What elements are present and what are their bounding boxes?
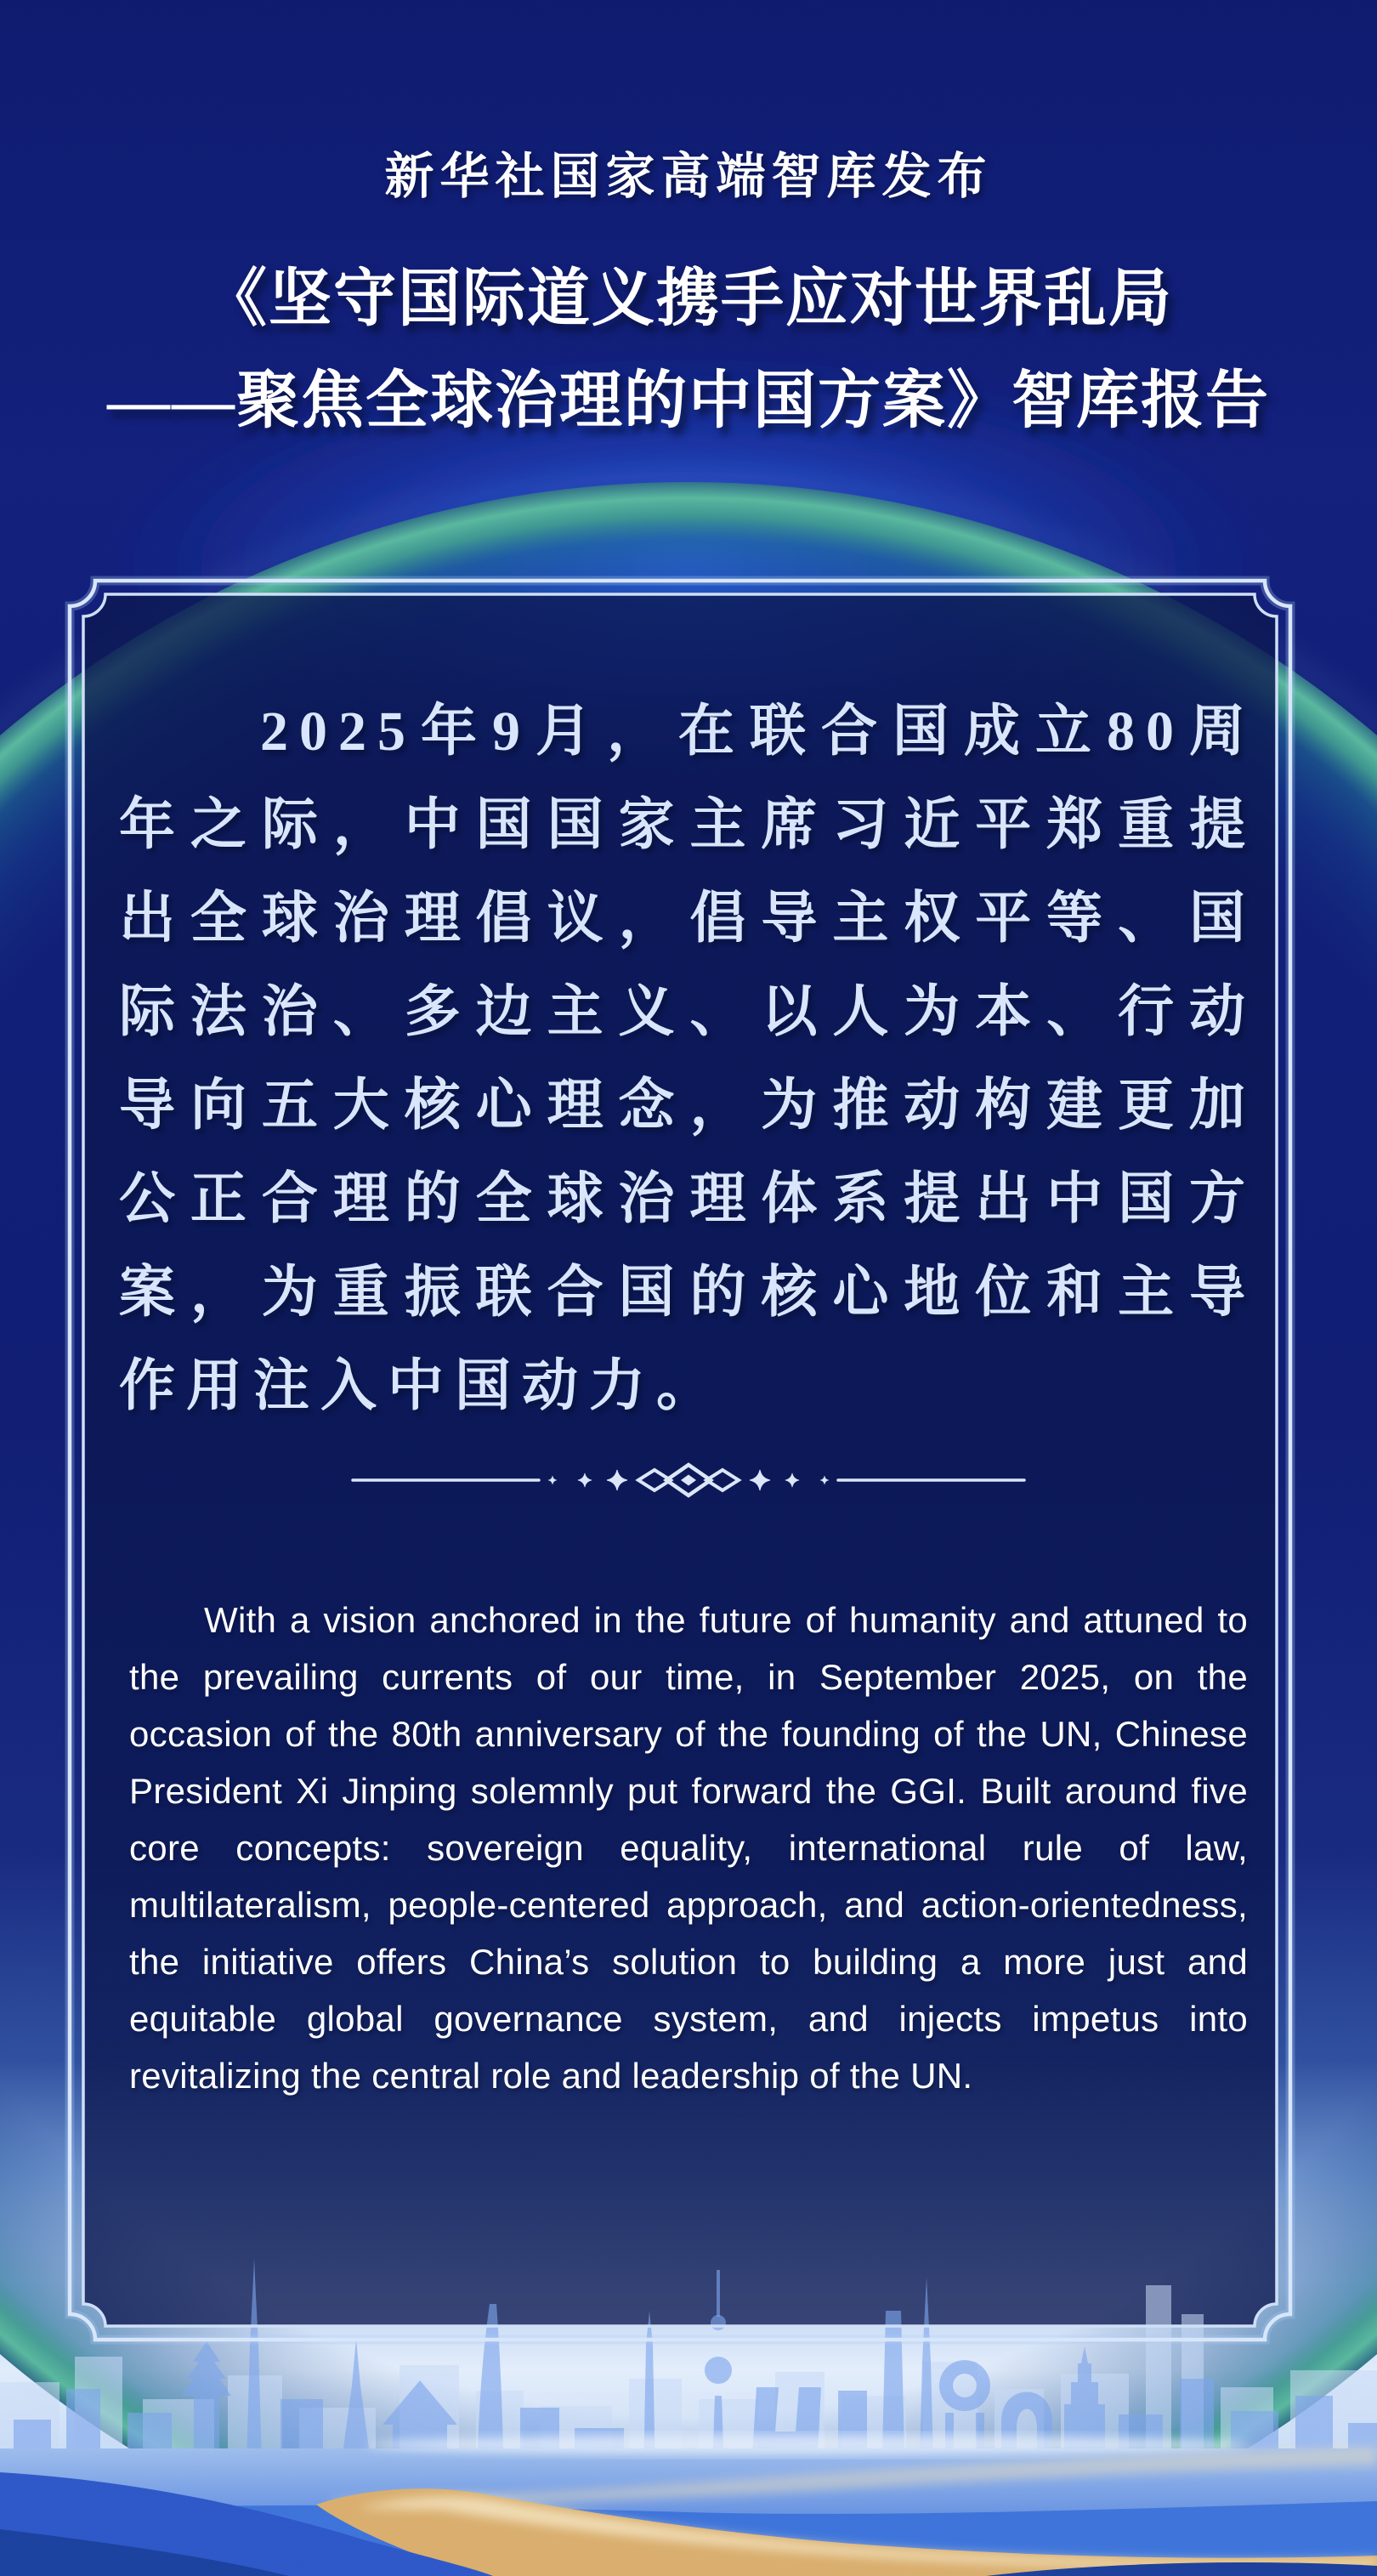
diamond-filled-center — [681, 1475, 696, 1486]
sparkle-icon — [578, 1473, 592, 1487]
report-title-line1: 《坚守国际道义携手应对世界乱局 — [204, 264, 1173, 334]
sparkle-icon — [820, 1476, 829, 1484]
sparkle-icon — [548, 1476, 557, 1484]
sparkle-icon — [785, 1473, 799, 1487]
sparkle-icon — [750, 1470, 770, 1490]
paragraph-english: With a vision anchored in the future of humanity and attuned to the prevailing currents of our time, in September 2025, on the occasion of the 80th anniversary of the founding of the UN, Chinese President Xi Jinping solemnly put forward the GGI. Built around five core concepts: sovereign equality, international rule of law, multilateralism, people-centered approach, and action-orientedness, the initiative offers China’s solution to building a more just and equitable global governance system, and injects impetus into revitalizing the central role and leadership of the UN. — [129, 1600, 1248, 2096]
paragraph-chinese: 2025年9月，在联合国成立80周年之际，中国国家主席习近平郑重提出全球治理倡议，倡导主权平等、国际法治、多边主义、以人为本、行动导向五大核心理念，为推动构建更加公正合理的全球治理体系提出中国方案，为重振联合国的核心地位和主导作用注入中国动力。 — [119, 701, 1256, 1417]
report-title-line2: ——聚焦全球治理的中国方案》智库报告 — [107, 366, 1270, 436]
sparkle-icon — [607, 1470, 627, 1490]
diamond-divider-ornament — [340, 1455, 1037, 1506]
publisher-line: 新华社国家高端智库发布 — [384, 149, 993, 204]
